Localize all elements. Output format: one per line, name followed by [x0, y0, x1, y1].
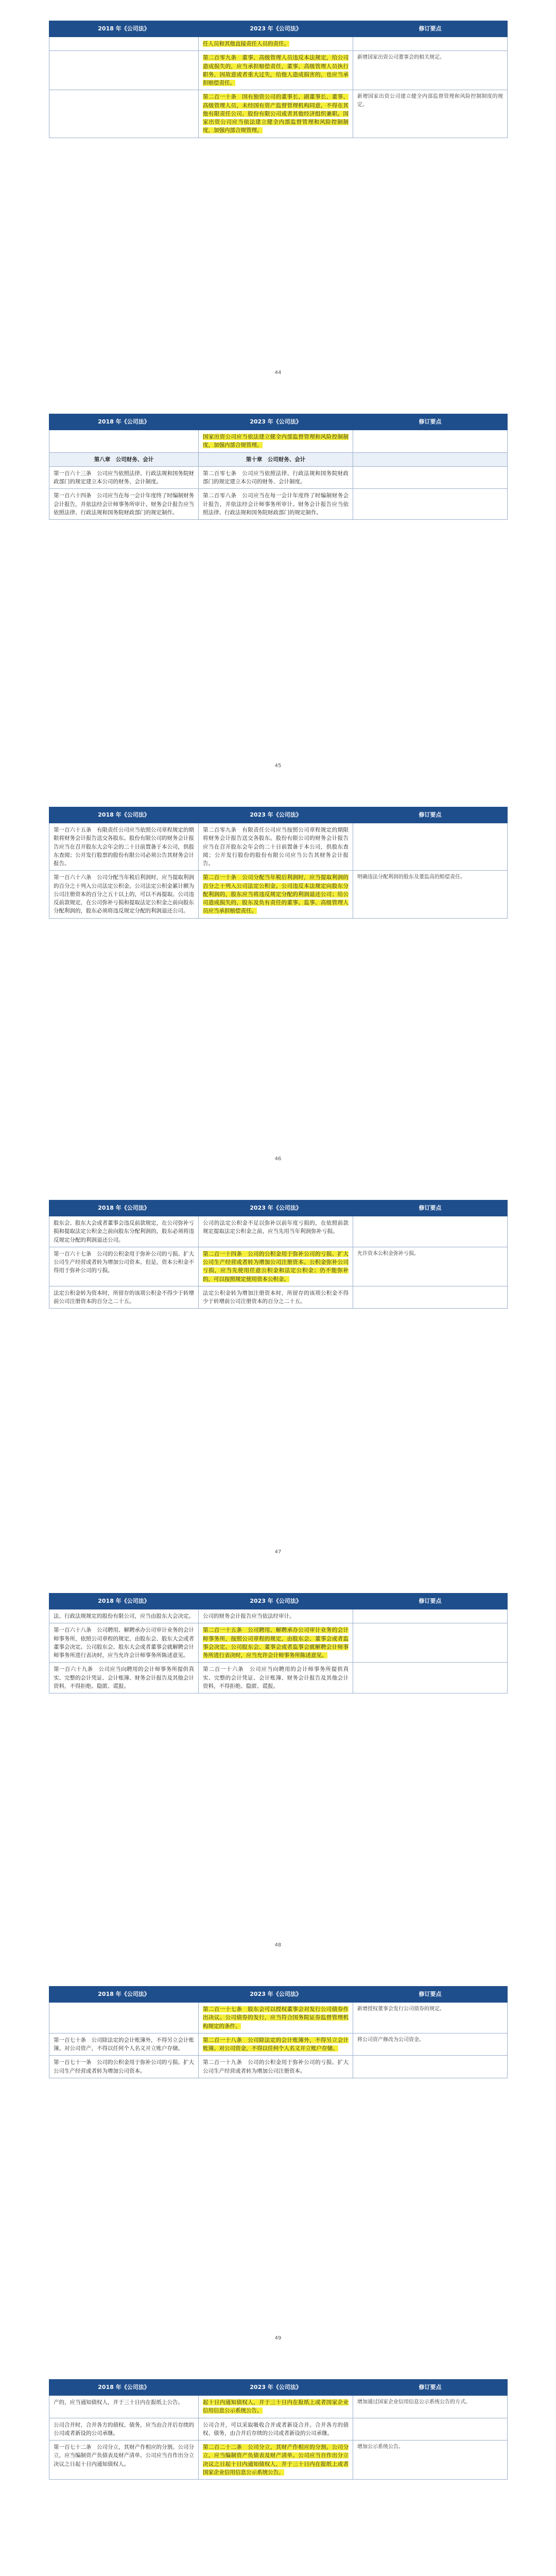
new-article-cell: [199, 1623, 353, 1663]
table-row: [49, 871, 508, 918]
old-article-text: 法、行政法规规定的股份有限公司，应当由股东大会决定。: [54, 1613, 194, 1619]
header-2023-law: 2023 年《公司法》: [199, 414, 353, 430]
revision-note-text: 允许资本公积金弥补亏损。: [357, 1250, 419, 1257]
new-article-text: 第二百零九条 董事、高级管理人员违反本法规定，给公司造成损失的，应当承担赔偿责任，董事、高级管理人员执行职务，因故意或者重大过失，给他人造成损害的，也应当承担赔偿责任。: [203, 55, 349, 87]
old-article-cell: [49, 489, 199, 520]
header-2018-law: 2018 年《公司法》: [49, 1594, 199, 1609]
old-article-text: 第一百七十二条 公司分立，其财产作相应的分割。公司分立，应当编制资产负债表及财产清单。公司应当自作出分立决议之日起十日内通知债权人。: [54, 2444, 194, 2467]
chapter-row: [49, 452, 508, 466]
table-row: [49, 51, 508, 90]
revision-note-cell: [353, 871, 508, 918]
page-number: 45: [274, 763, 282, 769]
new-article-text: 任人员和其他直接责任人员的责任。: [203, 41, 289, 47]
new-article-cell: [199, 1663, 353, 1693]
header-2018-law: 2018 年《公司法》: [49, 2380, 199, 2396]
new-article-cell: [199, 90, 353, 138]
old-article-cell: [49, 2418, 199, 2441]
page: [0, 393, 556, 785]
header-row: [49, 1200, 508, 1216]
new-article-cell: [199, 489, 353, 520]
new-article-text: 第二百零七条 公司应当依照法律、行政法规和国务院财政部门的规定建立本公司的财务、会计制度。: [203, 470, 349, 485]
new-article-cell: [199, 1216, 353, 1247]
revision-note-cell: [353, 51, 508, 90]
old-article-cell: [49, 2003, 199, 2033]
old-article-text: 第一百六十三条 公司应当依照法律、行政法规和国务院财政部门的规定建立本公司的财务、会计制度。: [54, 470, 194, 485]
table-row: [49, 1609, 508, 1623]
table-row: [49, 1663, 508, 1693]
old-article-cell: [49, 452, 199, 466]
page: [0, 2359, 556, 2576]
new-article-text: 第二百一十八条 公司除法定的会计账簿外，不得另立会计账簿。对公司资金，不得以任何个人名义开立账户存储。: [203, 2037, 349, 2052]
table-header: [49, 1594, 508, 1609]
table-body: [49, 430, 508, 520]
page-number: 47: [274, 1549, 282, 1555]
new-article-cell: [199, 2003, 353, 2033]
new-article-text: 公司合并，可以采取吸收合并或者新设合并。合并各方的债权、债务，由合并后存续的公司或者新设的公司承继。: [203, 2421, 349, 2436]
old-article-text: 产的，应当通知债权人，并于三十日内在报纸上公告。: [54, 2399, 183, 2405]
page-number: 49: [274, 2335, 282, 2341]
old-article-text: 第一百六十七条 公司的公积金用于弥补公司的亏损、扩大公司生产经营或者转为增加公司资本。但是，资本公积金不得用于弥补公司的亏损。: [54, 1250, 194, 1274]
page-number: 44: [274, 370, 282, 376]
new-article-cell: [199, 1247, 353, 1286]
new-article-cell: [199, 51, 353, 90]
new-article-text: 法定公积金转为增加注册资本时，所留存的该项公积金不得少于转增前公司注册资本的百分之二十五。: [203, 1290, 349, 1305]
revision-note-cell: [353, 2441, 508, 2480]
revision-note-cell: [353, 2396, 508, 2418]
header-2023-law: 2023 年《公司法》: [199, 1987, 353, 2003]
table-body: [49, 2003, 508, 2078]
header-2023-law: 2023 年《公司法》: [199, 807, 353, 823]
table-header: [49, 21, 508, 37]
new-article-cell: [199, 430, 353, 453]
table-row: [49, 90, 508, 138]
revision-note-cell: [353, 1247, 508, 1286]
header-2018-law: 2018 年《公司法》: [49, 1987, 199, 2003]
new-article-text: 第二百零九条 有限责任公司应当按照公司章程规定的期限将财务会计报告送交各股东。股份有限公司的财务会计报告应当在召开股东会年会的二十日前置备于本公司，供股东查阅；公开发行股份的股份有限公司应当公告其财务会计报告。: [203, 827, 349, 867]
table-row: [49, 2003, 508, 2033]
new-article-cell: [199, 1609, 353, 1623]
header-2023-law: 2023 年《公司法》: [199, 2380, 353, 2396]
header-2018-law: 2018 年《公司法》: [49, 807, 199, 823]
old-article-text: 股东会、股东大会或者董事会违反前款规定，在公司弥补亏损和提取法定公积金之前向股东分配利润的，股东必须将违反规定分配的利润退还公司。: [54, 1220, 194, 1243]
table-header: [49, 2380, 508, 2396]
new-article-cell: [199, 466, 353, 489]
revision-note-cell: [353, 90, 508, 138]
page-number: 46: [274, 1156, 282, 1162]
old-article-text: 公司合并时，合并各方的债权、债务，应当由合并后存续的公司或者新设的公司承继。: [54, 2421, 194, 2436]
old-article-cell: [49, 1623, 199, 1663]
header-revision-notes: 修订要点: [353, 1987, 508, 2003]
old-article-cell: [49, 37, 199, 51]
old-article-text: 第一百六十九条 公司应当向聘用的会计师事务所提供真实、完整的会计凭证、会计账簿、财务会计报告及其他会计资料，不得拒绝、隐匿、谎报。: [54, 1666, 194, 1689]
header-row: [49, 1594, 508, 1609]
table-row: [49, 2056, 508, 2078]
header-row: [49, 1987, 508, 2003]
page-number: 48: [274, 1942, 282, 1948]
table-body: [49, 2396, 508, 2480]
page: [0, 786, 556, 1178]
table-row: [49, 2033, 508, 2056]
revision-note-cell: [353, 1663, 508, 1693]
table-row: [49, 1286, 508, 1309]
old-article-text: 第一百六十八条 公司聘用、解聘承办公司审计业务的会计师事务所，依照公司章程的规定，由股东会、股东大会或者董事会决定。公司股东会、股东大会或者董事会就解聘会计师事务所进行表决时，应当允许会计师事务所陈述意见。: [54, 1627, 194, 1659]
table-body: [49, 37, 508, 138]
new-article-text: 第二百一十六条 公司应当向聘用的会计师事务所提供真实、完整的会计凭证、会计账簿、财务会计报告及其他会计资料，不得拒绝、隐匿、谎报。: [203, 1666, 349, 1689]
revision-note-text: 新增国家出资公司董事会的相关规定。: [357, 55, 445, 61]
table-row: [49, 2418, 508, 2441]
new-article-cell: [199, 2418, 353, 2441]
old-article-text: 第一百六十五条 有限责任公司应当依照公司章程规定的期限将财务会计报告送交各股东。股份有限公司的财务会计报告应当在召开股东大会年会的二十日前置备于本公司，供股东查阅；公开发行股票的股份有限公司必须公告其财务会计报告。: [54, 827, 194, 867]
revision-note-cell: [353, 466, 508, 489]
revision-note-cell: [353, 452, 508, 466]
new-article-text: 公司的法定公积金不足以弥补以前年度亏损的，在依照前款规定提取法定公积金之前，应当先用当年利润弥补亏损。: [203, 1220, 349, 1235]
new-article-cell: [199, 1286, 353, 1309]
comparison-table: [49, 414, 508, 520]
header-2018-law: 2018 年《公司法》: [49, 414, 199, 430]
old-article-cell: [49, 1663, 199, 1693]
new-article-text: 第二百一十七条 股东会可以授权董事会对发行公司债券作出决议。公司债券的发行，应当符合国务院证券监督管理机构规定的条件。: [203, 2006, 349, 2029]
page: [0, 1965, 556, 2357]
table-body: [49, 1216, 508, 1309]
table-row: [49, 2396, 508, 2418]
old-article-cell: [49, 2056, 199, 2078]
new-article-cell: [199, 452, 353, 466]
old-article-cell: [49, 2441, 199, 2480]
revision-note-cell: [353, 37, 508, 51]
header-2018-law: 2018 年《公司法》: [49, 1200, 199, 1216]
revision-note-text: 新增授权董事会发行公司债券的规定。: [357, 2006, 445, 2012]
new-article-text: 第二百一十四条 公司的公积金用于弥补公司的亏损、扩大公司生产经营或者转为增加公司注册资本。公积金弥补公司亏损，应当先使用任意公积金和法定公积金；仍不能弥补的，可以按照规定使用资本公积金。: [203, 1250, 349, 1282]
header-revision-notes: 修订要点: [353, 2380, 508, 2396]
header-revision-notes: 修订要点: [353, 1594, 508, 1609]
comparison-table: [49, 2379, 508, 2480]
old-article-cell: [49, 1286, 199, 1309]
page: [0, 1572, 556, 1964]
comparison-table: [49, 21, 508, 138]
table-header: [49, 1987, 508, 2003]
table-row: [49, 466, 508, 489]
header-2023-law: 2023 年《公司法》: [199, 1594, 353, 1609]
new-article-text: 公司的财务会计报告应当依法经审计。: [203, 1613, 295, 1619]
header-revision-notes: 修订要点: [353, 1200, 508, 1216]
table-row: [49, 430, 508, 453]
revision-note-text: 增加公示系统公告。: [357, 2444, 404, 2450]
revision-note-cell: [353, 1286, 508, 1309]
old-article-text: 第八章 公司财务、会计: [94, 456, 154, 463]
new-article-text: 起十日内通知债权人，并于三十日内在报纸上或者国家企业信用信息公示系统公告。: [203, 2399, 349, 2414]
old-article-cell: [49, 51, 199, 90]
old-article-cell: [49, 430, 199, 453]
header-revision-notes: 修订要点: [353, 21, 508, 37]
revision-note-cell: [353, 1623, 508, 1663]
new-article-text: 第二百一十九条 公司的公积金用于弥补公司的亏损、扩大公司生产经营或者转为增加公司注册资本。: [203, 2059, 349, 2074]
revision-note-cell: [353, 2056, 508, 2078]
old-article-cell: [49, 823, 199, 871]
old-article-cell: [49, 90, 199, 138]
table-row: [49, 37, 508, 51]
old-article-text: 法定公积金转为资本时，所留存的该项公积金不得少于转增前公司注册资本的百分之二十五。: [54, 1290, 194, 1305]
table-row: [49, 1216, 508, 1247]
revision-note-text: 将公司资产修改为公司资金。: [357, 2037, 424, 2043]
new-article-cell: [199, 871, 353, 918]
old-article-cell: [49, 1216, 199, 1247]
new-article-cell: [199, 823, 353, 871]
comparison-table: [49, 1593, 508, 1693]
old-article-cell: [49, 1609, 199, 1623]
table-row: [49, 489, 508, 520]
table-row: [49, 1247, 508, 1286]
old-article-text: 第一百六十四条 公司应当在每一会计年度终了时编制财务会计报告，并依法经会计师事务所审计。财务会计报告应当依照法律、行政法规和国务院财政部门的规定制作。: [54, 493, 194, 516]
table-body: [49, 1609, 508, 1693]
table-header: [49, 1200, 508, 1216]
new-article-cell: [199, 2441, 353, 2480]
revision-note-cell: [353, 430, 508, 453]
header-revision-notes: 修订要点: [353, 414, 508, 430]
old-article-text: 第一百七十一条 公司的公积金用于弥补公司的亏损、扩大公司生产经营或者转为增加公司资本。: [54, 2059, 194, 2074]
header-row: [49, 414, 508, 430]
page: [0, 1179, 556, 1571]
table-header: [49, 807, 508, 823]
new-article-text: 第二百一十条 公司分配当年税后利润时，应当提取利润的百分之十列入公司法定公积金。公司违反本法规定向股东分配利润的，股东应当将违反规定分配的利润退还公司；给公司造成损失的，股东及负有责任的董事、监事、高级管理人员应当承担赔偿责任。: [203, 874, 349, 914]
table-row: [49, 2441, 508, 2480]
table-row: [49, 823, 508, 871]
new-article-text: 第二百零八条 公司应当在每一会计年度终了时编制财务会计报告，并依法经会计师事务所审计。财务会计报告应当依照法律、行政法规和国务院财政部门的规定制作。: [203, 493, 349, 516]
revision-note-cell: [353, 823, 508, 871]
revision-note-cell: [353, 2418, 508, 2441]
comparison-table: [49, 1986, 508, 2078]
revision-note-text: 新增国家出资公司建立健全内部监督管理和风险控制制度的规定。: [357, 94, 503, 108]
old-article-cell: [49, 466, 199, 489]
new-article-text: 国家出资公司应当依法建立健全内部监督管理和风险控制制度，加强内部合规管理。: [203, 434, 349, 449]
old-article-cell: [49, 2033, 199, 2056]
new-article-cell: [199, 2396, 353, 2418]
new-article-text: 第二百二十二条 公司分立，其财产作相应的分割。公司分立，应当编制资产负债表及财产清单。公司应当自作出分立决议之日起十日内通知债权人，并于三十日内在报纸上或者国家企业信用信息公示系统公告。: [203, 2444, 349, 2476]
old-article-text: 第一百七十条 公司除法定的会计账簿外，不得另立会计账簿。对公司资产，不得以任何个人名义开立账户存储。: [54, 2037, 194, 2052]
revision-note-cell: [353, 1216, 508, 1247]
revision-note-cell: [353, 1609, 508, 1623]
header-2023-law: 2023 年《公司法》: [199, 21, 353, 37]
header-2018-law: 2018 年《公司法》: [49, 21, 199, 37]
new-article-text: 第二百一十五条 公司聘用、解聘承办公司审计业务的会计师事务所，按照公司章程的规定，由股东会、董事会或者监事会决定。公司股东会、董事会或者监事会就解聘会计师事务所进行表决时，应当允许会计师事务所陈述意见。: [203, 1627, 349, 1659]
header-revision-notes: 修订要点: [353, 807, 508, 823]
new-article-text: 第二百一十条 国有独资公司的董事长、副董事长、董事、高级管理人员，未经国有资产监督管理机构同意，不得在其他有限责任公司、股份有限公司或者其他经济组织兼职。国家出资公司应当依法建立健全内部监督管理和风险控制制度，加强内部合规管理。: [203, 94, 349, 134]
table-header: [49, 414, 508, 430]
header-2023-law: 2023 年《公司法》: [199, 1200, 353, 1216]
revision-note-cell: [353, 2003, 508, 2033]
table-body: [49, 823, 508, 919]
header-row: [49, 2380, 508, 2396]
old-article-cell: [49, 1247, 199, 1286]
new-article-text: 第十章 公司财务、会计: [246, 456, 306, 463]
new-article-cell: [199, 2056, 353, 2078]
revision-note-cell: [353, 489, 508, 520]
comparison-table: [49, 1200, 508, 1309]
table-row: [49, 1623, 508, 1663]
new-article-cell: [199, 2033, 353, 2056]
old-article-text: 第一百六十六条 公司分配当年税后利润时，应当提取利润的百分之十列入公司法定公积金。公司法定公积金累计额为公司注册资本的百分之五十以上的，可以不再提取。公司违反前款规定，在公司弥补亏损和提取法定公积金之前向股东分配利润的，股东必须将违反规定分配的利润退还公司。: [54, 874, 194, 914]
header-row: [49, 21, 508, 37]
revision-note-text: 增加通过国家企业信用信息公示系统公告的方式。: [357, 2399, 471, 2405]
new-article-cell: [199, 37, 353, 51]
page: [0, 0, 556, 392]
comparison-table: [49, 807, 508, 919]
revision-note-text: 明确违法分配利润的股东及董监高的赔偿责任。: [357, 874, 465, 880]
revision-note-cell: [353, 2033, 508, 2056]
header-row: [49, 807, 508, 823]
old-article-cell: [49, 871, 199, 918]
old-article-cell: [49, 2396, 199, 2418]
